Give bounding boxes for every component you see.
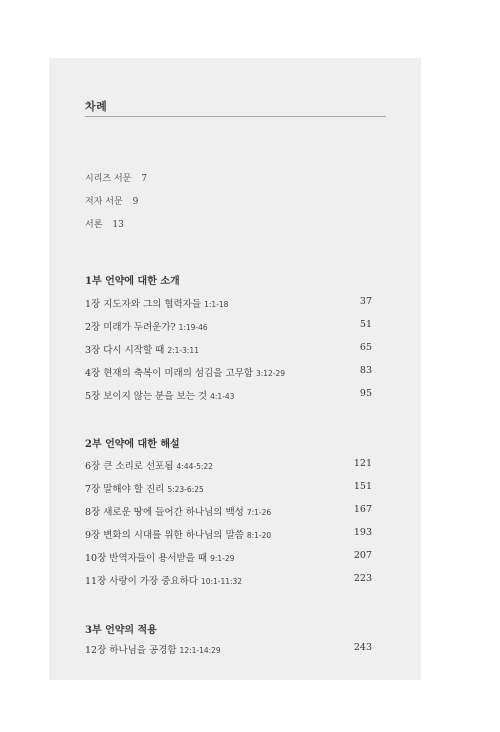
front-matter-page: 7	[141, 174, 148, 184]
chapter-page: 193	[353, 527, 372, 538]
part-title: 3부 언약의 적용	[85, 625, 157, 636]
book-page	[49, 58, 421, 680]
chapter-page: 243	[353, 642, 372, 653]
toc-heading: 차례	[85, 100, 108, 113]
chapter-page: 207	[353, 550, 372, 561]
chapter-title: 4장 현재의 축복이 미래의 섬김을 고무함	[85, 368, 253, 379]
chapter-entry	[85, 458, 372, 472]
front-matter-page: 13	[112, 220, 124, 230]
scripture-reference: 8:1-20	[246, 531, 272, 540]
front-matter-title: 저자 서문	[85, 197, 123, 207]
scripture-reference: 7:1-26	[246, 508, 272, 517]
chapter-entry	[85, 550, 372, 564]
chapter-entry	[85, 573, 372, 587]
chapter-page: 121	[353, 458, 372, 469]
front-matter-title: 서론	[85, 220, 103, 230]
chapter-page: 51	[359, 319, 372, 330]
heading-divider	[85, 116, 386, 117]
chapter-title: 9장 변화의 시대를 위한 하나님의 말씀	[85, 530, 244, 541]
chapter-entry	[85, 481, 372, 495]
part-title: 2부 언약에 대한 해설	[85, 439, 180, 450]
chapter-page: 65	[359, 342, 372, 353]
front-matter-item	[85, 171, 147, 184]
chapter-page: 83	[359, 365, 372, 376]
chapter-page: 151	[353, 481, 372, 492]
chapter-page: 37	[359, 296, 372, 307]
part-title: 1부 언약에 대한 소개	[85, 276, 180, 287]
chapter-title: 10장 반역자들이 용서받을 때	[85, 553, 208, 564]
chapter-entry	[85, 388, 372, 402]
chapter-entry	[85, 504, 372, 518]
scripture-reference: 1:1-18	[204, 300, 229, 309]
scripture-reference: 4:44-5:22	[176, 462, 213, 471]
chapter-title: 2장 미래가 두려운가?	[85, 322, 176, 333]
chapter-entry	[85, 642, 372, 656]
chapter-page: 223	[353, 573, 372, 584]
chapter-entry	[85, 365, 372, 379]
scripture-reference: 9:1-29	[210, 554, 235, 563]
scripture-reference: 1:19-46	[178, 323, 208, 332]
front-matter-page: 9	[132, 197, 139, 207]
chapter-entry	[85, 296, 372, 310]
front-matter-title: 시리즈 서문	[85, 174, 132, 184]
scripture-reference: 12:1-14:29	[179, 646, 221, 655]
chapter-title: 7장 말해야 할 진리	[85, 484, 165, 495]
chapter-title: 1장 지도자와 그의 협력자들	[85, 299, 202, 310]
chapter-page: 167	[353, 504, 372, 515]
chapter-entry	[85, 527, 372, 541]
chapter-title: 6장 큰 소리로 선포됨	[85, 461, 174, 472]
front-matter-item	[85, 194, 138, 207]
scripture-reference: 4:1-43	[210, 392, 235, 401]
chapter-title: 12장 하나님을 공경함	[85, 645, 177, 656]
chapter-title: 5장 보이지 않는 분을 보는 것	[85, 391, 208, 402]
chapter-page: 95	[359, 388, 372, 399]
chapter-title: 3장 다시 시작할 때	[85, 345, 165, 356]
scripture-reference: 5:23-6:25	[167, 485, 204, 494]
chapter-title: 8장 새로운 땅에 들어간 하나님의 백성	[85, 507, 244, 518]
chapter-title: 11장 사랑이 가장 중요하다	[85, 576, 198, 587]
scripture-reference: 10:1-11:32	[200, 577, 243, 586]
front-matter-item	[85, 217, 124, 230]
scripture-reference: 2:1-3:11	[167, 346, 199, 355]
chapter-entry	[85, 319, 372, 333]
chapter-entry	[85, 342, 372, 356]
scripture-reference: 3:12-29	[255, 369, 286, 378]
